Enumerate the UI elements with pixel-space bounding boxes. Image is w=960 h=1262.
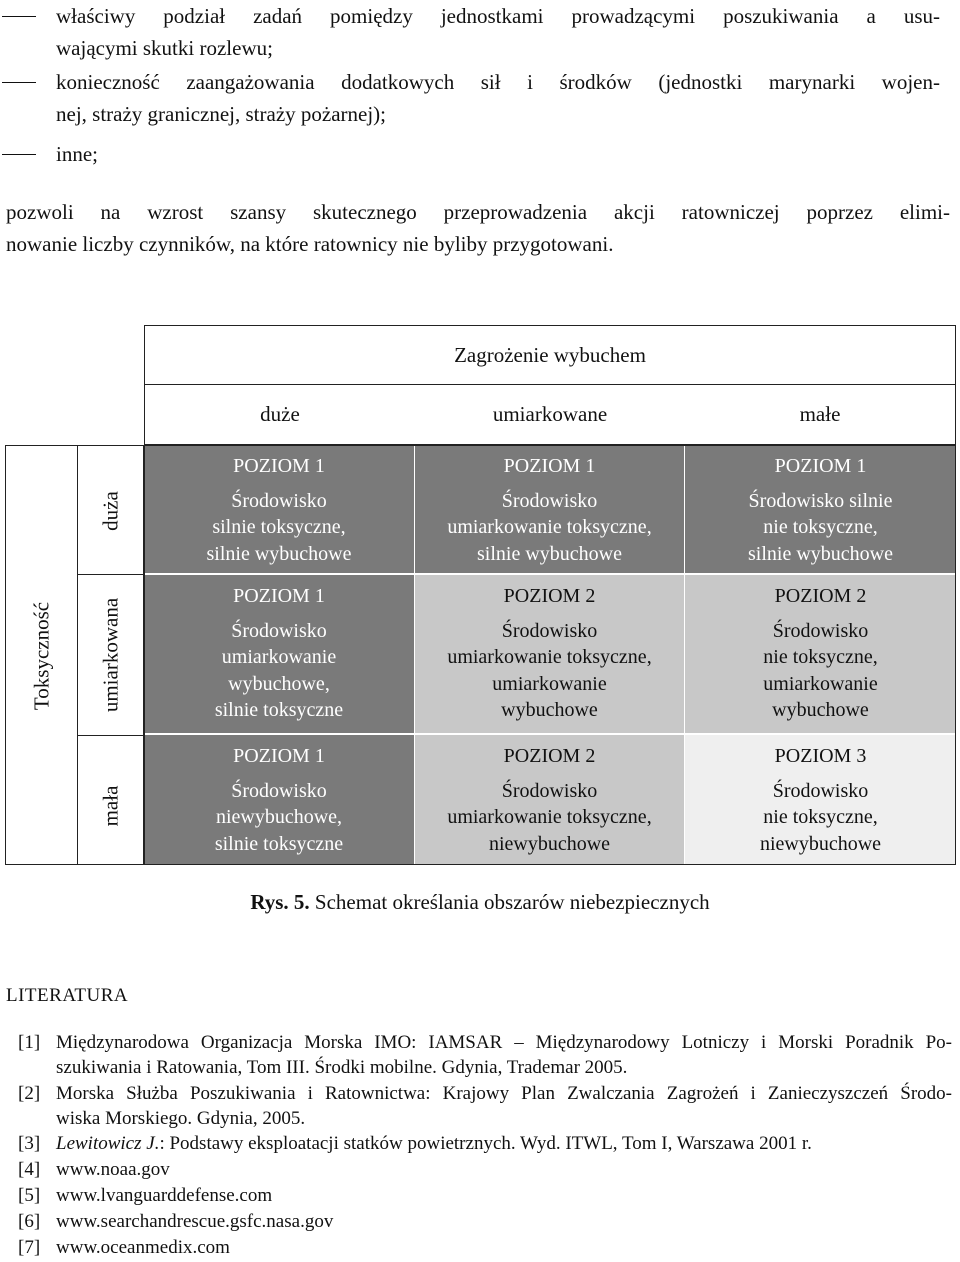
row-label: umiarkowana	[98, 597, 123, 713]
matrix-cell	[144, 735, 415, 865]
risk-level-label: POZIOM 2	[503, 745, 596, 767]
reference-line: wiska Morskiego. Gdynia, 2005.	[56, 1108, 306, 1129]
bullet-line: nej, straży granicznej, straży pożarnej);	[56, 102, 387, 126]
matrix-cell	[415, 575, 685, 735]
environment-description-line: umiarkowanie	[492, 672, 607, 695]
dash-bullet	[2, 154, 36, 155]
environment-description-line: umiarkowanie	[221, 646, 337, 668]
body-paragraph	[6, 196, 950, 260]
bullet-item	[0, 138, 940, 170]
matrix-cell	[144, 575, 415, 735]
literature-heading: LITERATURA	[6, 985, 129, 1006]
environment-description-line: Środowisko	[772, 619, 869, 642]
risk-level-label: POZIOM 3	[774, 745, 867, 767]
environment-description-line: Środowisko	[231, 489, 327, 512]
reference-line: Międzynarodowa Organizacja Morska IMO: IAMSAR – Międzynarodowy Lotniczy i Morski Poradnik Po-	[56, 1032, 952, 1053]
matrix-cell	[415, 445, 685, 575]
matrix-cell	[415, 735, 685, 865]
environment-description-line: nie toksyczne,	[763, 516, 878, 538]
environment-description-line: Środowisko	[501, 489, 598, 512]
environment-description-line: Środowisko	[501, 779, 598, 802]
column-header-high	[144, 384, 415, 445]
environment-description-line: Środowisko	[501, 619, 598, 642]
reference-number: [7]	[18, 1237, 41, 1258]
bullet-line: wającymi skutki rozlewu;	[56, 36, 273, 60]
caption-number: Rys. 5.	[250, 890, 310, 914]
matrix-cell	[685, 735, 956, 865]
environment-description-line: niewybuchowe,	[215, 806, 343, 828]
row-label-cell-medium	[77, 575, 144, 735]
environment-description-line: Środowisko	[231, 779, 327, 802]
environment-description-line: umiarkowanie toksyczne,	[447, 646, 652, 668]
environment-description-line: umiarkowanie toksyczne,	[447, 806, 652, 828]
environment-description-line: Środowisko	[772, 779, 869, 802]
matrix-cell	[685, 445, 956, 575]
reference-link[interactable]: www.oceanmedix.com	[56, 1237, 230, 1258]
reference-number: [2]	[18, 1083, 41, 1104]
reference-item	[18, 1081, 952, 1131]
toxicity-group-cell	[5, 445, 77, 865]
reference-line: Morska Służba Poszukiwania i Ratownictwa: Krajowy Plan Zwalczania Zagrożeń i Zanieczyszczeń Środo-	[56, 1083, 952, 1104]
environment-description-line: silnie wybuchowe	[206, 542, 352, 565]
reference-number: [6]	[18, 1211, 41, 1232]
environment-description-line: wybuchowe	[501, 699, 598, 721]
reference-number: [5]	[18, 1185, 41, 1206]
environment-description-line: umiarkowanie toksyczne,	[447, 516, 652, 538]
bullet-line: inne;	[56, 142, 98, 166]
bullet-item	[0, 66, 940, 130]
reference-item	[18, 1131, 952, 1156]
reference-line: szukiwania i Ratowania, Tom III. Środki mobilne. Gdynia, Trademar 2005.	[56, 1057, 628, 1078]
environment-description-line: niewybuchowe	[488, 832, 611, 855]
paragraph-line: nowanie liczby czynników, na które ratownicy nie byliby przygotowani.	[6, 232, 614, 256]
reference-item	[18, 1183, 952, 1208]
environment-description-line: silnie toksyczne,	[212, 516, 346, 538]
bullet-item	[0, 0, 940, 64]
figure-caption	[0, 890, 960, 915]
risk-level-label: POZIOM 2	[774, 585, 867, 607]
dash-bullet	[2, 16, 36, 17]
explosion-hazard-header	[144, 325, 956, 385]
reference-item	[18, 1235, 952, 1260]
bullet-line: konieczność zaangażowania dodatkowych sił i środków (jednostki marynarki wojen-	[56, 70, 940, 94]
column-header-low	[685, 384, 956, 445]
reference-item	[18, 1157, 952, 1182]
matrix-cell	[685, 575, 956, 735]
row-label-cell-high	[77, 445, 144, 575]
toxicity-label: Toksyczność	[29, 601, 54, 711]
environment-description-line: silnie toksyczne	[214, 699, 344, 721]
environment-description-line: Środowisko silnie	[748, 489, 893, 512]
reference-link[interactable]: www.noaa.gov	[56, 1159, 170, 1180]
row-label: duża	[98, 491, 123, 531]
header-label: Zagrożenie wybuchem	[454, 342, 646, 367]
reference-link[interactable]: www.lvanguarddefense.com	[56, 1185, 273, 1206]
risk-level-label: POZIOM 1	[774, 455, 867, 477]
risk-level-label: POZIOM 1	[233, 585, 325, 607]
risk-level-label: POZIOM 1	[233, 455, 325, 477]
hazard-matrix-figure	[5, 325, 956, 865]
risk-level-label: POZIOM 2	[503, 585, 596, 607]
row-label-cell-low	[77, 735, 144, 865]
row-label: mała	[98, 785, 123, 827]
reference-line: : Podstawy eksploatacji statków powietrznych. Wyd. ITWL, Tom I, Warszawa 2001 r.	[159, 1133, 812, 1154]
reference-link[interactable]: www.searchandrescue.gsfc.nasa.gov	[56, 1211, 334, 1232]
caption-text: Schemat określania obszarów niebezpiecznych	[309, 890, 710, 914]
environment-description-line: wybuchowe	[772, 699, 869, 721]
column-label: małe	[799, 401, 841, 426]
environment-description-line: silnie wybuchowe	[477, 542, 622, 565]
reference-author: Lewitowicz J.	[56, 1133, 160, 1154]
environment-description-line: wybuchowe,	[228, 672, 330, 695]
environment-description-line: nie toksyczne,	[763, 646, 878, 668]
reference-item	[18, 1030, 952, 1080]
environment-description-line: Środowisko	[231, 619, 327, 642]
bullet-line: właściwy podział zadań pomiędzy jednostkami prowadzącymi poszukiwania a usu-	[56, 4, 940, 28]
paragraph-line: pozwoli na wzrost szansy skutecznego przeprowadzenia akcji ratowniczej poprzez elimi-	[6, 200, 950, 224]
column-header-medium	[415, 384, 685, 445]
environment-description-line: niewybuchowe	[759, 832, 882, 855]
environment-description-line: silnie wybuchowe	[748, 542, 893, 565]
environment-description-line: silnie toksyczne	[214, 832, 344, 855]
reference-item	[18, 1209, 952, 1234]
reference-number: [3]	[18, 1133, 41, 1154]
matrix-cell	[144, 445, 415, 575]
column-label: umiarkowane	[492, 401, 608, 426]
risk-level-label: POZIOM 1	[233, 745, 325, 767]
dash-bullet	[2, 82, 36, 83]
column-label: duże	[260, 401, 300, 426]
reference-number: [1]	[18, 1032, 41, 1053]
risk-level-label: POZIOM 1	[503, 455, 596, 477]
environment-description-line: umiarkowanie	[763, 672, 878, 695]
environment-description-line: nie toksyczne,	[763, 806, 878, 828]
reference-number: [4]	[18, 1159, 41, 1180]
